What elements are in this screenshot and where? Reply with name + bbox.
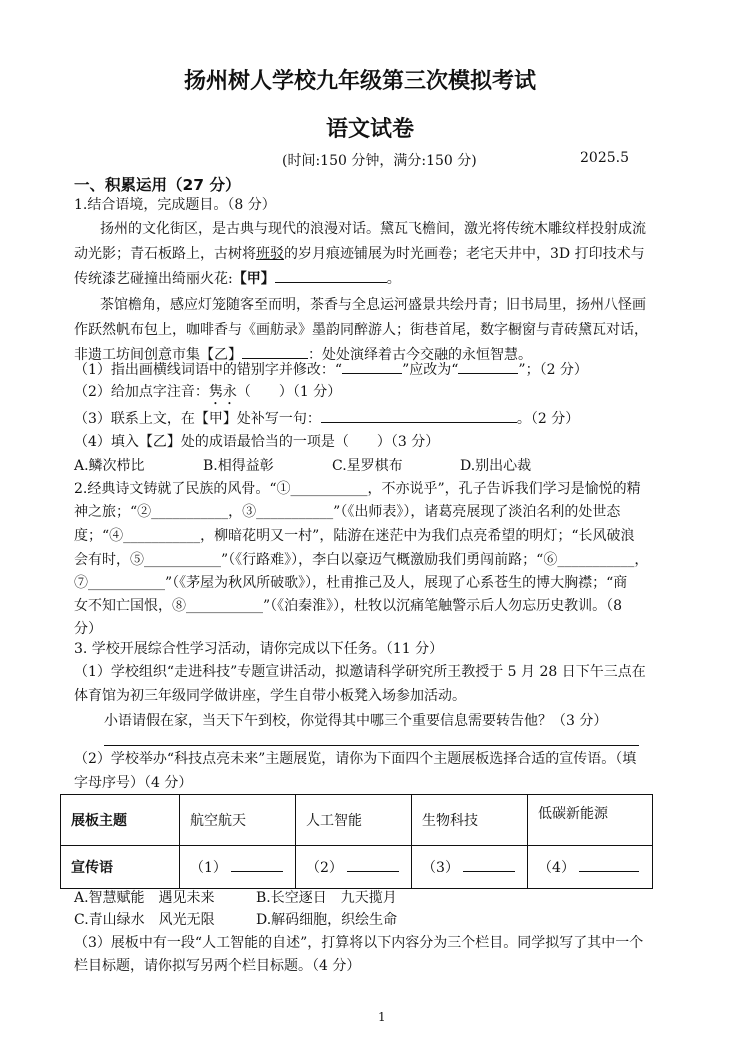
q3-sub1-line: 小语请假在家，当天下午到校，你觉得其中哪三个重要信息需要转告他？（3 分） [104,713,608,729]
q1-intro: 1.结合语境，完成题目。（8 分） [74,197,276,213]
q3-choice: A.智慧赋能 遇见未来 [74,890,215,906]
table-cell[interactable]: （2） [296,846,412,889]
q3-intro: 3. 学校开展综合性学习活动，请你完成以下任务。（11 分） [74,641,444,657]
q1-sub4: （4）填入【乙】处的成语最恰当的一项是（ ）（3 分） [74,434,440,450]
q2-line: 女不知亡国恨，⑧___________”（《泊秦淮》），杜牧以沉痛笔触警示后人勿忘历史教训。（8 [74,598,623,614]
q1-option: B.相得益彰 [203,458,274,474]
table-cell: 航空航天 [180,795,296,846]
q3-sub1-line: 体育馆为初三年级同学做讲座，学生自带小板凳入场参加活动。 [74,688,466,704]
q3-sub2-line: 字母序号）（4 分） [74,775,193,791]
q1-sub1: （1）指出画横线词语中的错别字并修改：“ ”应改为“ ”；（2 分） [74,359,588,381]
table-cell: 人工智能 [296,795,412,846]
q1-passage-line: 动光影；青石板路上，古树将班驳的岁月痕迹铺展为时光画卷；老宅天井中，3D 打印技术与 [74,246,645,262]
table-cell[interactable]: （1） [180,846,296,889]
q1-passage-line: 茶馆檐角，感应灯笼随客至而明，茶香与全息运河盛景共绘丹青；旧书局里，扬州八怪画 [100,297,646,313]
table-cell: 生物科技 [412,795,528,846]
table-cell: 低碳新能源 [528,795,653,846]
answer-blank[interactable] [321,408,517,423]
table-header-cell: 宣传语 [61,846,180,889]
theme-board-table [60,794,653,889]
table-cell[interactable]: （4） [528,846,653,889]
table-row [61,846,653,889]
q1-sub2: （2）给加点字注音：隽永（ ）（1 分） [74,384,342,400]
school-title: 扬州树人学校九年级第三次模拟考试 [184,69,537,94]
table-row [61,795,653,846]
q3-choice: D.解码细胞，织绘生命 [256,912,398,928]
subject-title: 语文试卷 [326,117,415,142]
q2-line: ⑦___________”（《茅屋为秋风所破歌》），杜甫推己及人，展现了心系苍生的博大胸襟；“商 [74,575,628,591]
table-header-cell: 展板主题 [61,795,180,846]
q2-line: 神之旅；“②___________，③___________”（《出师表》），诸葛亮展现了淡泊名利的处世态 [74,504,621,520]
q2-line: 2.经典诗文铸就了民族的风骨。“①___________，不亦说乎”，孔子告诉我们学习是愉悦的精 [74,481,641,497]
q3-sub1-line: （1）学校组织“走进科技”专题宣讲活动，拟邀请科学研究所王教授于 5 月 28 日下午三点在 [74,664,646,680]
q3-sub3-line: （3）展板中有一段“人工智能的自述”，打算将以下内容分为三个栏目。同学拟写了其中一个 [74,935,644,951]
page-number: 1 [378,1010,386,1024]
q1-option: D.别出心裁 [460,458,532,474]
q1-sub3: （3）联系上文，在【甲】处补写一句： 。（2 分） [74,408,579,430]
q1-passage-line: 非遗工坊间创意市集【乙】 ：处处演绎着古今交融的永恒智慧。 [74,344,532,364]
exam-date: 2025.5 [580,150,629,166]
q1-passage-line: 扬州的文化街区，是古典与现代的浪漫对话。黛瓦飞檐间，激光将传统木雕纹样投射成流 [100,221,646,237]
dotted-word: 隽永 [208,384,237,400]
time-info: (时间:150 分钟，满分:150 分) [282,153,477,169]
q1-option: A.鳞次栉比 [74,458,145,474]
q2-line: 会有时，⑤___________”（《行路难》），李白以豪迈气概激励我们勇闯前路；“⑥___________， [74,552,649,568]
q1-passage-line: 传统漆艺碰撞出绮丽火花:【甲】 。 [74,268,401,288]
underlined-word: 班驳 [256,246,284,262]
answer-blank[interactable] [342,359,402,374]
q3-sub3-line: 栏目标题，请你拟写另两个栏目标题。（4 分） [74,958,361,974]
q2-line: 度；“④___________，柳暗花明又一村”，陆游在迷茫中为我们点亮希望的明灯；“长风破浪 [74,528,635,544]
table-cell[interactable]: （3） [412,846,528,889]
section-heading: 一、积累运用（27 分） [74,176,241,194]
q3-choice: C.青山绿水 风光无限 [74,912,215,928]
q3-choice: B.长空逐日 九天揽月 [256,890,397,906]
q2-line: 分） [74,621,102,637]
q1-option: C.星罗棋布 [332,458,403,474]
answer-line[interactable] [104,745,639,746]
q1-passage-line: 作跃然帆布包上，咖啡香与《画舫录》墨韵同醉游人；街巷首尾，数字橱窗与青砖黛瓦对话， [74,322,648,338]
q3-sub2-line: （2）学校举办“科技点亮未来”主题展览，请你为下面四个主题展板选择合适的宣传语。（填 [74,751,637,767]
answer-blank[interactable] [458,359,518,374]
